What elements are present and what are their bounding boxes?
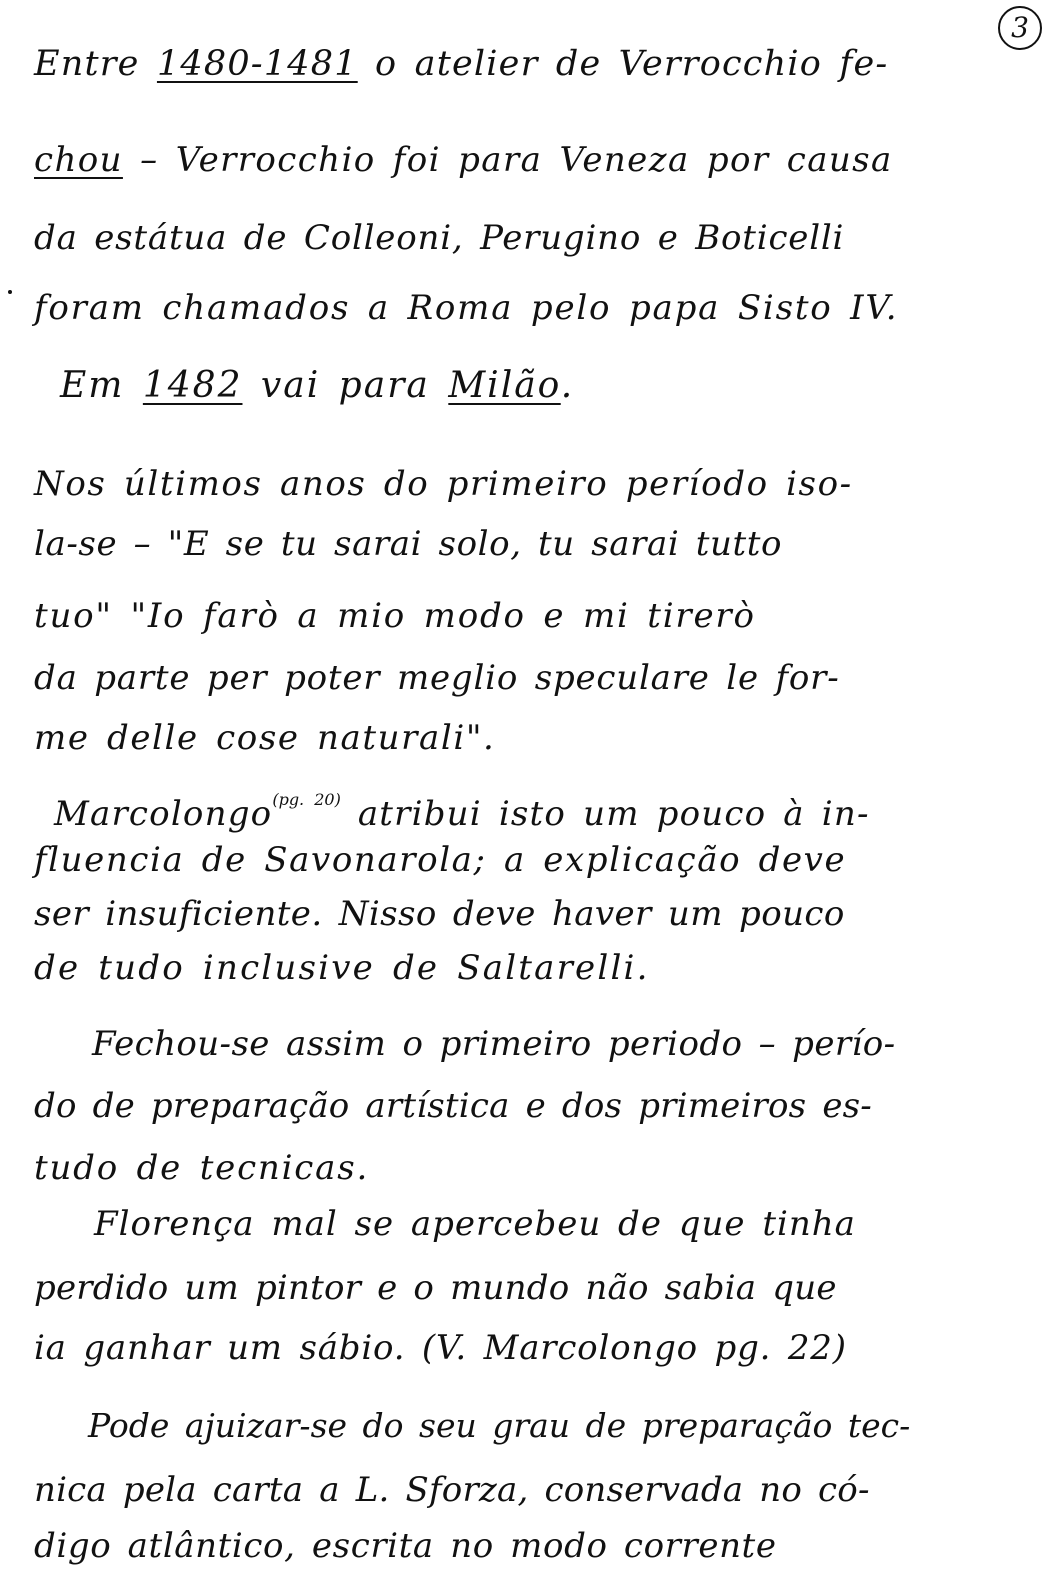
text-line: de tudo inclusive de Saltarelli. bbox=[34, 948, 650, 988]
text-line: Fechou-se assim o primeiro periodo – perío- bbox=[92, 1024, 896, 1064]
text-line: perdido um pintor e o mundo não sabia que bbox=[34, 1268, 837, 1308]
text-line: la-se – "E se tu sarai solo, tu sarai tutto bbox=[34, 524, 783, 564]
text-line: me delle cose naturali". bbox=[34, 718, 496, 758]
text-line: ia ganhar um sábio. (V. Marcolongo pg. 22) bbox=[34, 1328, 847, 1368]
text-line: da parte per poter meglio speculare le for- bbox=[34, 658, 840, 698]
text-line: tudo de tecnicas. bbox=[34, 1148, 370, 1188]
text-line: do de preparação artística e dos primeiros es- bbox=[34, 1086, 872, 1126]
text-line: Pode ajuizar-se do seu grau de preparação tec- bbox=[88, 1406, 911, 1445]
page-reference: (pg. 20) bbox=[272, 790, 341, 809]
text-line: Em 1482 vai para Milão. bbox=[60, 365, 575, 406]
ink-dot bbox=[8, 290, 12, 294]
underlined-word: Milão bbox=[448, 365, 561, 406]
text-line: ser insuficiente. Nisso deve haver um pouco bbox=[34, 894, 845, 934]
text-line: chou – Verrocchio foi para Veneza por causa bbox=[34, 140, 893, 180]
text-line: da estátua de Colleoni, Perugino e Boticelli bbox=[34, 218, 845, 258]
text-line: nica pela carta a L. Sforza, conservada no có- bbox=[34, 1470, 870, 1510]
text-line: Nos últimos anos do primeiro período iso- bbox=[34, 464, 853, 504]
text-line: digo atlântico, escrita no modo corrente bbox=[34, 1526, 777, 1566]
date-underlined: 1480-1481 bbox=[156, 44, 358, 84]
text-line: Entre 1480-1481 o atelier de Verrocchio fe- bbox=[34, 44, 889, 84]
text-line: Marcolongo$^{(pg. 20)}$ atribui isto um pouco à in- bbox=[54, 790, 870, 834]
underlined-word: chou bbox=[34, 140, 123, 180]
text-line: foram chamados a Roma pelo papa Sisto IV. bbox=[34, 288, 899, 328]
text-line: tuo" "Io farò a mio modo e mi tirerò bbox=[34, 596, 756, 636]
text-line: fluencia de Savonarola; a explicação deve bbox=[34, 840, 847, 880]
date-underlined: 1482 bbox=[142, 365, 243, 406]
text-line: Florença mal se apercebeu de que tinha bbox=[94, 1204, 856, 1244]
page-number: 3 bbox=[998, 6, 1042, 50]
